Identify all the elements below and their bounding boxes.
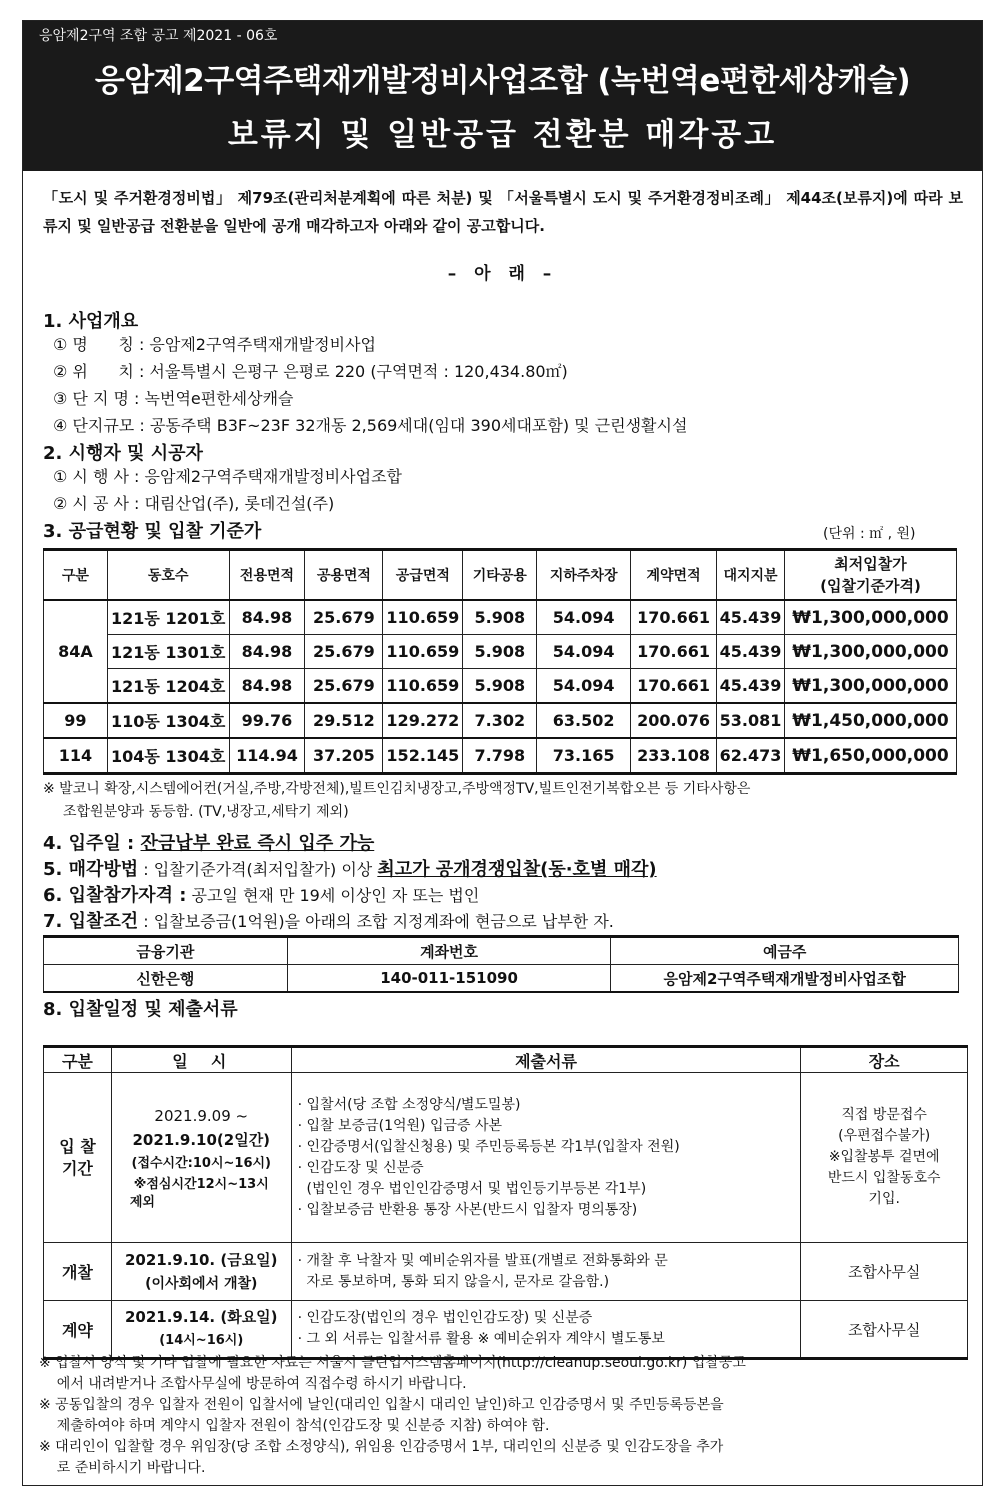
cell: 170.661 — [631, 600, 717, 635]
price-header-sub: (입찰기준가격) — [820, 577, 921, 595]
s3-note: ※ 발코니 확장,시스템에어컨(거실,주방,각방전체),빌트인김치냉장고,주방액정TV,빌트인전기복합오븐 등 기타사항은 — [43, 781, 751, 797]
table-row — [44, 669, 957, 704]
title-line-1: 응암제2구역주택재개발정비사업조합 (녹번역e편한세상캐슬) — [94, 63, 911, 99]
cell: 37.205 — [305, 738, 383, 774]
cell: 84.98 — [229, 600, 305, 635]
section-7 — [43, 907, 614, 933]
cell: 114.94 — [229, 738, 305, 774]
cell: 62.473 — [717, 738, 785, 774]
doc-item: · 인감증명서(입찰신청용) 및 주민등록등본 각1부(입찰자 전원) — [297, 1138, 680, 1155]
col-header: 공급면적 — [383, 550, 463, 601]
doc-item: (법인인 경우 법인인감증명서 및 법인등기부등본 각1부) — [297, 1180, 647, 1197]
col-header: 전용면적 — [229, 550, 305, 601]
cell: 99.76 — [229, 703, 305, 738]
unit-cell: 121동 1301호 — [107, 635, 229, 669]
cell: 233.108 — [631, 738, 717, 774]
doc-item: · 인감도장 및 신분증 — [297, 1159, 424, 1176]
type-cell — [44, 1073, 112, 1243]
unit-cell: 104동 1304호 — [107, 738, 229, 774]
s7-label: 7. 입찰조건 — [43, 911, 139, 932]
notice-page — [22, 20, 983, 1486]
date-line: (14시~16시) — [159, 1333, 244, 1348]
s6-value: 공고일 현재 만 19세 이상인 자 또는 법인 — [186, 886, 480, 905]
col-header: 계좌번호 — [287, 937, 611, 965]
table-row — [44, 1243, 968, 1301]
col-header: 대지지분 — [717, 550, 785, 601]
table-header-row — [44, 937, 959, 965]
footnote-line: 제출하여야 하며 계약시 입찰자 전원이 참석(인감도장 및 신분증 지참) 하여야 함. — [39, 1418, 550, 1434]
unit-cell: 121동 1204호 — [107, 669, 229, 704]
footnote-line: ※ 입찰서 양식 및 기타 입찰에 필요한 자료는 서울시 클린업시스템홈페이지(http://cleanup.seoul.go.kr) 입찰공고 — [39, 1355, 746, 1371]
s1-item: ① 명 칭 : 응암제2구역주택재개발정비사업 — [53, 335, 376, 354]
account-table — [43, 935, 959, 993]
table-row — [44, 738, 957, 774]
cell: 63.502 — [537, 703, 631, 738]
section-8-title: 8. 입찰일정 및 제출서류 — [43, 999, 238, 1020]
date-cell — [111, 1243, 291, 1301]
cell: 53.081 — [717, 703, 785, 738]
cell: 84.98 — [229, 669, 305, 704]
type-label: 입 찰 — [59, 1136, 96, 1156]
doc-item: · 입찰서(당 조합 소정양식/별도밀봉) — [297, 1096, 521, 1113]
col-header-price — [785, 550, 957, 601]
cell: 7.798 — [463, 738, 537, 774]
place-line: ※입찰봉투 겉면에 — [828, 1149, 940, 1165]
cell: 110.659 — [383, 635, 463, 669]
s3-note: 조합원분양과 동등함. (TV,냉장고,세탁기 제외) — [63, 804, 349, 820]
bank-cell: 신한은행 — [44, 965, 288, 993]
title-banner — [23, 21, 982, 171]
type-cell: 84A — [44, 600, 108, 703]
date-line: 2021.9.10. (금요일) — [124, 1250, 278, 1269]
table-header-row — [44, 550, 957, 601]
footnote-line: ※ 대리인이 입찰할 경우 위임장(당 조합 소정양식), 위임용 인감증명서 1부, 대리인의 신분증 및 인감도장을 추가 — [39, 1439, 724, 1455]
type-cell: 개찰 — [44, 1243, 112, 1301]
table-row — [44, 1073, 968, 1243]
section-2-title: 2. 시행자 및 시공자 — [43, 443, 203, 464]
cell: 45.439 — [717, 669, 785, 704]
s1-item: ② 위 치 : 서울특별시 은평구 은평로 220 (구역면적 : 120,434.80㎡) — [53, 362, 568, 381]
s4-value: 잔금납부 완료 즉시 입주 가능 — [140, 833, 375, 854]
doc-item: 자로 통보하며, 통화 되지 않을시, 문자로 갈음함.) — [297, 1273, 610, 1290]
cell: 129.272 — [383, 703, 463, 738]
price-cell: ₩1,450,000,000 — [785, 703, 957, 738]
price-cell: ₩1,300,000,000 — [785, 635, 957, 669]
place-cell — [801, 1073, 968, 1243]
cell: 54.094 — [537, 600, 631, 635]
notice-number: 응암제2구역 조합 공고 제2021 - 06호 — [39, 28, 278, 44]
cell: 25.679 — [305, 635, 383, 669]
cell: 25.679 — [305, 669, 383, 704]
col-header: 일 시 — [111, 1047, 291, 1073]
footnotes — [39, 1353, 969, 1479]
cell: 7.302 — [463, 703, 537, 738]
cell: 5.908 — [463, 669, 537, 704]
s1-item: ④ 단지규모 : 공동주택 B3F~23F 32개동 2,569세대(임대 390세대포함) 및 근린생활시설 — [53, 416, 688, 435]
type-cell: 계약 — [44, 1301, 112, 1359]
cell: 73.165 — [537, 738, 631, 774]
cell: 110.659 — [383, 600, 463, 635]
doc-item: · 입찰보증금 반환용 통장 사본(반드시 입찰자 명의통장) — [297, 1201, 638, 1218]
account-holder-cell: 응암제2구역주택재개발정비사업조합 — [611, 965, 959, 993]
date-line: 2021.9.09 ~ — [154, 1106, 249, 1125]
type-label: 기간 — [61, 1158, 93, 1178]
cell: 25.679 — [305, 600, 383, 635]
s2-item: ② 시 공 사 : 대림산업(주), 롯데건설(주) — [53, 494, 335, 513]
cell: 54.094 — [537, 669, 631, 704]
date-line: 2021.9.10(2일간) — [132, 1130, 271, 1149]
col-header: 예금주 — [611, 937, 959, 965]
col-header: 제출서류 — [291, 1047, 801, 1073]
col-header: 구분 — [44, 550, 108, 601]
place-line: 반드시 입찰동호수 — [827, 1170, 941, 1186]
cell: 5.908 — [463, 635, 537, 669]
table-row — [44, 600, 957, 635]
table-row — [44, 1301, 968, 1359]
col-header: 금융기관 — [44, 937, 288, 965]
col-header: 동호수 — [107, 550, 229, 601]
unit-cell: 121동 1201호 — [107, 600, 229, 635]
date-cell — [111, 1073, 291, 1243]
s1-item: ③ 단 지 명 : 녹번역e편한세상캐슬 — [53, 389, 294, 408]
cell: 170.661 — [631, 669, 717, 704]
place-cell: 조합사무실 — [801, 1243, 968, 1301]
place-cell: 조합사무실 — [801, 1301, 968, 1359]
place-line: 기입. — [868, 1191, 900, 1207]
cell: 45.439 — [717, 600, 785, 635]
cell: 45.439 — [717, 635, 785, 669]
cell: 152.145 — [383, 738, 463, 774]
cell: 110.659 — [383, 669, 463, 704]
account-number-cell: 140-011-151090 — [287, 965, 611, 993]
doc-item: · 입찰 보증금(1억원) 입금증 사본 — [297, 1117, 503, 1134]
col-header: 장소 — [801, 1047, 968, 1073]
type-cell: 99 — [44, 703, 108, 738]
s6-label: 6. 입찰참가자격 : — [43, 885, 187, 906]
cell: 200.076 — [631, 703, 717, 738]
cell: 170.661 — [631, 635, 717, 669]
unit-label: (단위 : ㎡ , 원) — [823, 526, 916, 542]
s5-label: 5. 매각방법 — [43, 859, 139, 880]
docs-cell — [291, 1243, 801, 1301]
schedule-table — [43, 1045, 968, 1360]
price-header: 최저입찰가 — [834, 555, 907, 573]
date-line: 2021.9.14. (화요일) — [124, 1308, 278, 1326]
price-cell: ₩1,300,000,000 — [785, 669, 957, 704]
s4-label: 4. 입주일 : — [43, 833, 141, 854]
date-line: ※점심시간12시~13시 — [133, 1176, 269, 1192]
title-line-2: 보류지 및 일반공급 전환분 매각공고 — [227, 117, 778, 153]
section-3-title: 3. 공급현황 및 입찰 기준가 — [43, 521, 262, 542]
section-5 — [43, 855, 657, 881]
s5-value: 최고가 공개경쟁입찰(동·호별 매각) — [377, 859, 657, 880]
date-line: (이사회에서 개찰) — [145, 1275, 258, 1292]
date-line: 제외 — [129, 1194, 155, 1210]
col-header: 기타공용 — [463, 550, 537, 601]
doc-item: · 개찰 후 낙찰자 및 예비순위자를 발표(개별로 전화통화와 문 — [297, 1252, 668, 1269]
place-line: (우편접수불가) — [838, 1128, 931, 1144]
footnote-line: ※ 공동입찰의 경우 입찰자 전원이 입찰서에 날인(대리인 입찰시 대리인 날인)하고 인감증명서 및 주민등록등본을 — [39, 1397, 724, 1413]
table-header-row — [44, 1047, 968, 1073]
docs-cell — [291, 1301, 801, 1359]
cell: 5.908 — [463, 600, 537, 635]
cell: 84.98 — [229, 635, 305, 669]
date-cell — [111, 1301, 291, 1359]
footnote-line: 에서 내려받거나 조합사무실에 방문하여 직접수령 하시기 바랍니다. — [39, 1376, 467, 1392]
section-6 — [43, 881, 479, 907]
table-row — [44, 703, 957, 738]
cell: 29.512 — [305, 703, 383, 738]
date-line: (접수시간:10시~16시) — [131, 1155, 272, 1171]
place-line: 직접 방문접수 — [841, 1107, 927, 1123]
col-header: 지하주차장 — [537, 550, 631, 601]
footnote-line: 로 준비하시기 바랍니다. — [39, 1460, 206, 1476]
price-cell: ₩1,300,000,000 — [785, 600, 957, 635]
cell: 54.094 — [537, 635, 631, 669]
intro-paragraph: 「도시 및 주거환경정비법」 제79조(관리처분계획에 따른 처분) 및 「서울특별시 도시 및 주거환경정비조례」 제44조(보류지)에 따라 보류지 및 일반공급 전환분을 일반에 공개 매각하고자 아래와 같이 공고합니다. — [43, 189, 963, 235]
section-4 — [43, 829, 374, 855]
table-row — [44, 635, 957, 669]
table-row — [44, 965, 959, 993]
type-cell: 114 — [44, 738, 108, 774]
col-header: 구분 — [44, 1047, 112, 1073]
col-header: 공용면적 — [305, 550, 383, 601]
doc-item: · 그 외 서류는 입찰서류 활용 ※ 예비순위자 계약시 별도통보 — [297, 1331, 665, 1347]
doc-item: · 인감도장(법인의 경우 법인인감도장) 및 신분증 — [297, 1310, 593, 1326]
s2-item: ① 시 행 사 : 응암제2구역주택재개발정비사업조합 — [53, 467, 403, 486]
s7-value: : 입찰보증금(1억원)을 아래의 조합 지정계좌에 현금으로 납부한 자. — [138, 912, 614, 931]
price-cell: ₩1,650,000,000 — [785, 738, 957, 774]
supply-table — [43, 548, 957, 775]
section-1-title: 1. 사업개요 — [43, 311, 139, 332]
unit-cell: 110동 1304호 — [107, 703, 229, 738]
s5-pre: : 입찰기준가격(최저입찰가) 이상 — [138, 860, 378, 879]
col-header: 계약면적 — [631, 550, 717, 601]
arae-heading: – 아 래 – — [447, 264, 558, 284]
docs-cell — [291, 1073, 801, 1243]
